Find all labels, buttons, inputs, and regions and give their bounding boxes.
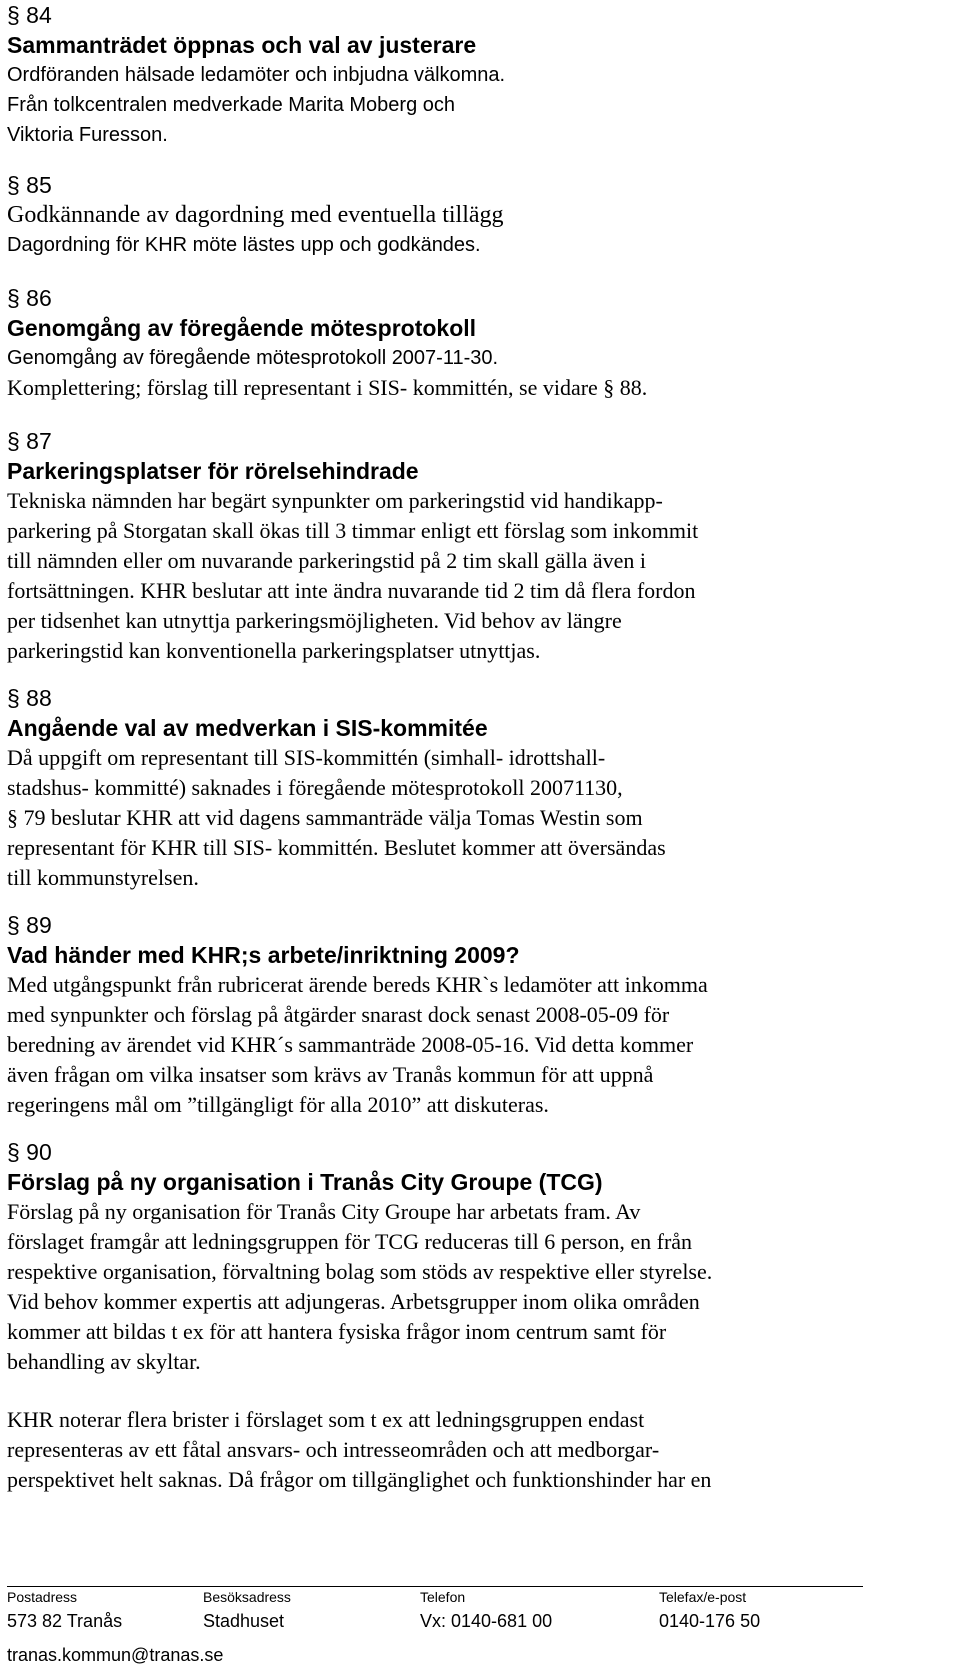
body-line: fortsättningen. KHR beslutar att inte ändra nuvarande tid 2 tim då flera fordon [7, 578, 696, 603]
body-line: regeringens mål om ”tillgängligt för alla 2010” att diskuteras. [7, 1092, 549, 1117]
section-heading: Genomgång av föregående mötesprotokoll [7, 315, 477, 341]
body-line: till nämnden eller om nuvarande parkeringstid på 2 tim skall gälla även i [7, 548, 647, 573]
body-line: Från tolkcentralen medverkade Marita Moberg och [7, 94, 455, 116]
footer-value-visit: Stadhuset [203, 1611, 285, 1631]
body-line: § 79 beslutar KHR att vid dagens sammanträde välja Tomas Westin som [7, 805, 643, 830]
body-line: behandling av skyltar. [7, 1349, 201, 1374]
footer-label-fax: Telefax/e-post [659, 1589, 747, 1605]
section-number: § 89 [7, 912, 52, 938]
body-line: Ordföranden hälsade ledamöter och inbjudna välkomna. [7, 64, 506, 86]
body-line: perspektivet helt saknas. Då frågor om tillgänglighet och funktionshinder har en [7, 1467, 712, 1492]
section-heading: Godkännande av dagordning med eventuella tillägg [7, 202, 504, 228]
section-87 [7, 426, 698, 666]
footer-divider [7, 1586, 863, 1587]
section-90 [7, 1137, 712, 1495]
body-line: representant för KHR till SIS- kommittén. Beslutet kommer att översändas [7, 835, 666, 860]
body-line: Med utgångspunkt från rubricerat ärende bereds KHR`s ledamöter att inkomma [7, 972, 708, 997]
section-number: § 86 [7, 285, 52, 311]
body-line: med synpunkter och förslag på åtgärder snarast dock senast 2008-05-09 för [7, 1002, 670, 1027]
body-line: Komplettering; förslag till representant i SIS- kommittén, se vidare § 88. [7, 375, 648, 400]
section-heading: Vad händer med KHR;s arbete/inriktning 2009? [7, 942, 520, 968]
body-line: Dagordning för KHR möte lästes upp och godkändes. [7, 234, 481, 256]
body-line: per tidsenhet kan utnyttja parkeringsmöjligheten. Vid behov av längre [7, 608, 622, 633]
section-88 [7, 683, 666, 893]
body-line: Viktoria Furesson. [7, 124, 168, 146]
body-line: Genomgång av föregående mötesprotokoll 2007-11-30. [7, 347, 499, 369]
body-line: Tekniska nämnden har begärt synpunkter om parkeringstid vid handikapp- [7, 488, 663, 513]
body-line: parkering på Storgatan skall ökas till 3 timmar enligt ett förslag som inkommit [7, 518, 699, 543]
section-84 [7, 0, 505, 150]
section-number: § 85 [7, 172, 52, 198]
section-heading: Förslag på ny organisation i Tranås City Groupe (TCG) [7, 1169, 603, 1195]
footer-value-phone: Vx: 0140-681 00 [420, 1611, 553, 1631]
body-line: förslaget framgår att ledningsgruppen för TCG reduceras till 6 person, en från [7, 1229, 693, 1254]
section-number: § 87 [7, 428, 52, 454]
footer-value-postal: 573 82 Tranås [7, 1611, 123, 1631]
section-number: § 84 [7, 2, 52, 28]
footer-label-visit: Besöksadress [203, 1589, 291, 1605]
section-heading: Angående val av medverkan i SIS-kommitée [7, 715, 488, 741]
footer-value-fax: 0140-176 50 [659, 1611, 761, 1631]
body-line: kommer att bildas t ex för att hantera fysiska frågor inom centrum samt för [7, 1319, 667, 1344]
body-line: Vid behov kommer expertis att adjungeras. Arbetsgrupper inom olika områden [7, 1289, 700, 1314]
section-heading: Parkeringsplatser för rörelsehindrade [7, 458, 419, 484]
footer-label-postal: Postadress [7, 1589, 78, 1605]
section-number: § 90 [7, 1139, 52, 1165]
section-89 [7, 910, 708, 1120]
body-line: även frågan om vilka insatser som krävs av Tranås kommun för att uppnå [7, 1062, 654, 1087]
body-line: Då uppgift om representant till SIS-kommittén (simhall- idrottshall- [7, 745, 606, 770]
body-line: till kommunstyrelsen. [7, 865, 199, 890]
section-number: § 88 [7, 685, 52, 711]
body-line: KHR noterar flera brister i förslaget som t ex att ledningsgruppen endast [7, 1407, 645, 1432]
section-heading: Sammanträdet öppnas och val av justerare [7, 32, 477, 58]
body-line: parkeringstid kan konventionella parkeringsplatser utnyttjas. [7, 638, 541, 663]
footer-email: tranas.kommun@tranas.se [7, 1645, 224, 1665]
section-85 [7, 170, 504, 260]
paragraph-gap [7, 1377, 712, 1405]
footer-label-phone: Telefon [420, 1589, 466, 1605]
section-86 [7, 283, 647, 403]
body-line: beredning av ärendet vid KHR´s sammanträde 2008-05-16. Vid detta kommer [7, 1032, 694, 1057]
body-line: Förslag på ny organisation för Tranås City Groupe har arbetats fram. Av [7, 1199, 641, 1224]
body-line: representeras av ett fåtal ansvars- och intresseområden och att medborgar- [7, 1437, 660, 1462]
body-line: stadshus- kommitté) saknades i föregående mötesprotokoll 20071130, [7, 775, 623, 800]
body-line: respektive organisation, förvaltning bolag som stöds av respektive eller styrelse. [7, 1259, 713, 1284]
